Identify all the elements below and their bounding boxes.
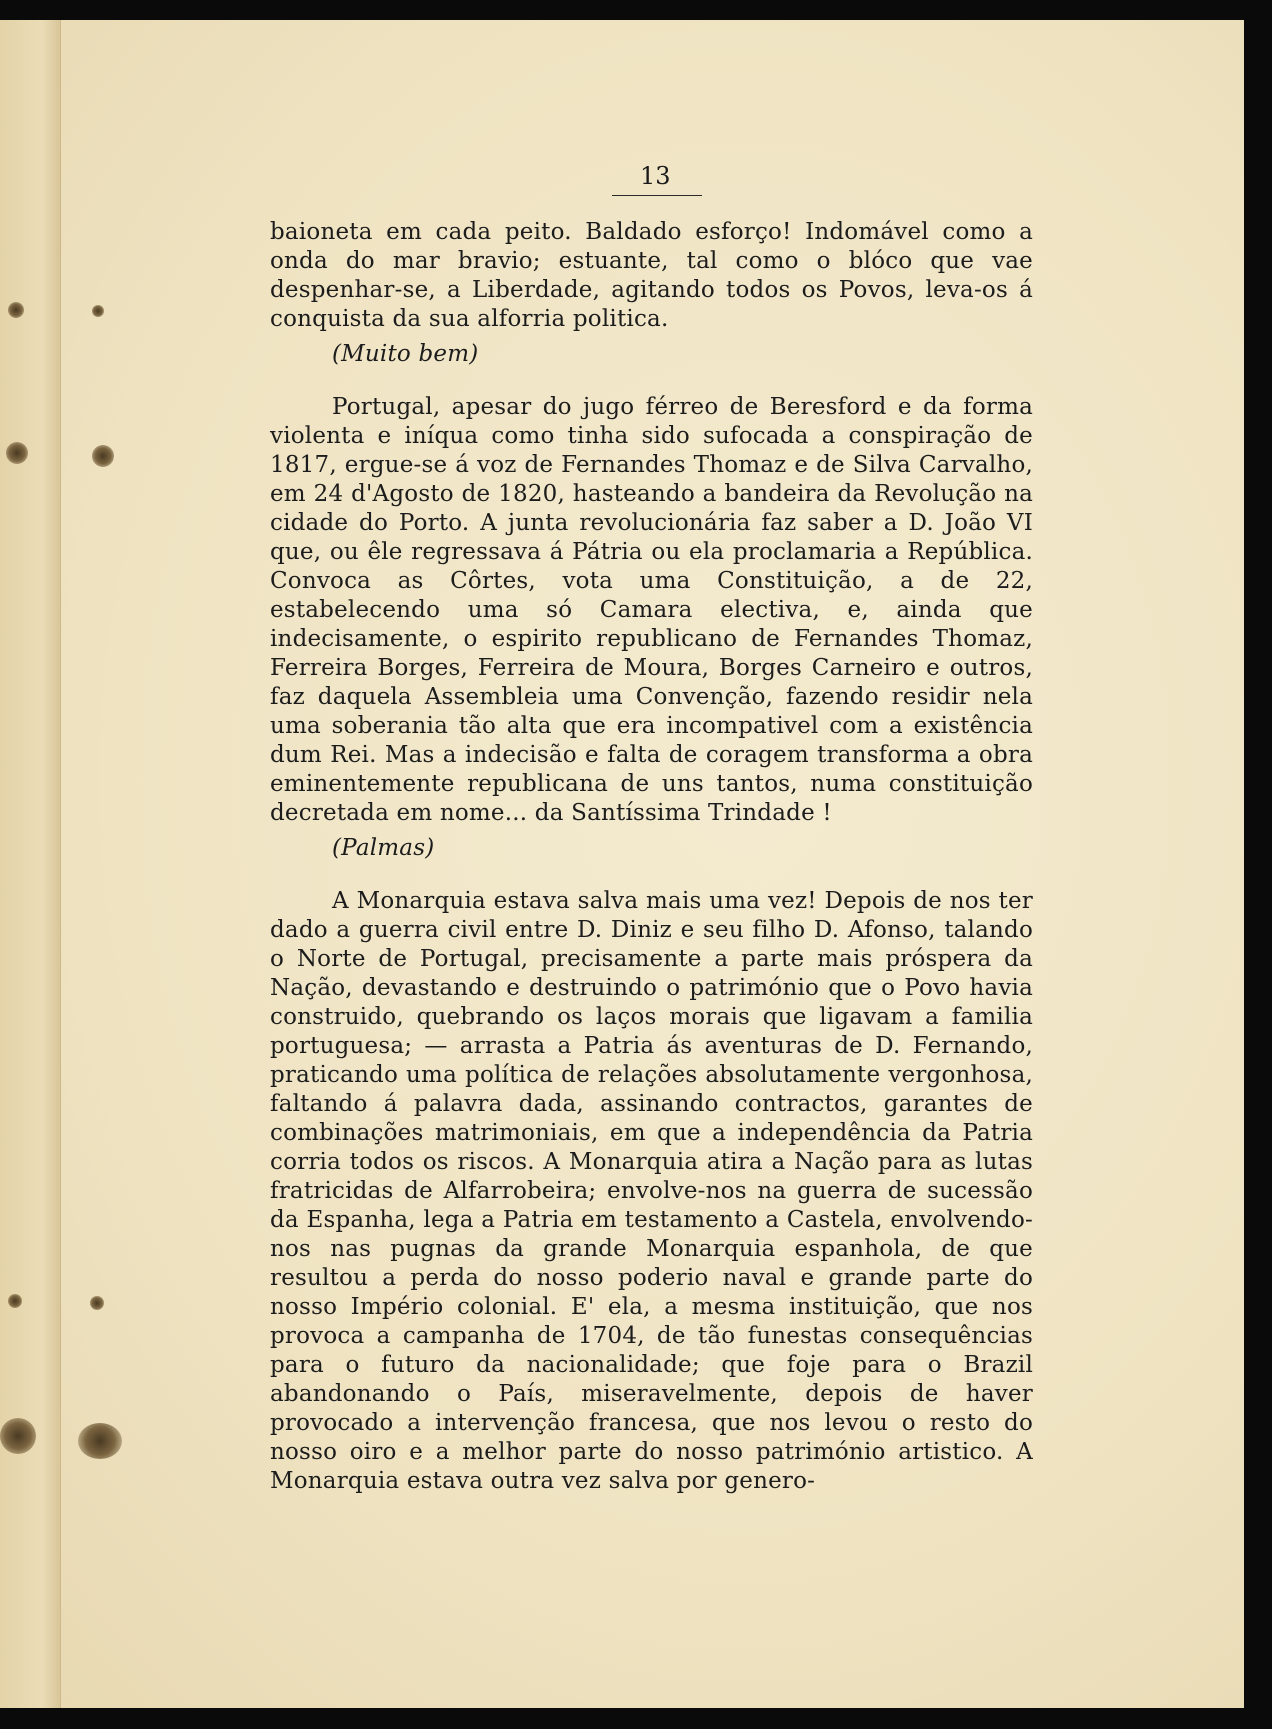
binding-hole bbox=[90, 1296, 104, 1310]
body-text bbox=[270, 218, 1033, 1496]
binding-hole bbox=[0, 1418, 36, 1454]
applause-note: (Muito bem) bbox=[332, 341, 479, 367]
binding-hole bbox=[92, 305, 104, 317]
book-page bbox=[0, 20, 1244, 1708]
page-number-rule bbox=[612, 195, 702, 196]
binding-hole bbox=[8, 302, 24, 318]
page-gutter bbox=[0, 20, 61, 1708]
binding-hole bbox=[6, 442, 28, 464]
page-number: 13 bbox=[640, 162, 671, 190]
binding-hole bbox=[8, 1294, 22, 1308]
paragraph: A Monarquia estava salva mais uma vez! Depois de nos ter dado a guerra civil entre D. Diniz e seu filho D. Afonso, talando o Norte de Portugal, precisamente a parte mais próspera da Nação, devastando e destruindo o património que o Povo havia construido, quebrando os laços morais que ligavam a familia portuguesa; — arrasta a Patria ás aventuras de D. Fernando, praticando uma política de relações absolutamente vergonhosa, faltando á palavra dada, assinando contractos, garantes de combinações matrimoniais, em que a independência da Patria corria todos os riscos. A Monarquia atira a Nação para as lutas fratricidas de Alfarrobeira; envolve-nos na guerra de sucessão da Espanha, lega a Patria em testamento a Castela, envolvendo-nos nas pugnas da grande Monarquia espanhola, de que resultou a perda do nosso poderio naval e grande parte do nosso Império colonial. E' ela, a mesma instituição, que nos provoca a campanha de 1704, de tão funestas consequências para o futuro da nacionalidade; que foje para o Brazil abandonando o País, miseravelmente, depois de haver provocado a intervenção francesa, que nos levou o resto do nosso oiro e a melhor parte do nosso património artistico. A Monarquia estava outra vez salva por genero- bbox=[270, 888, 1033, 1494]
paragraph: baioneta em cada peito. Baldado esforço! Indomável como a onda do mar bravio; estuante, tal como o blóco que vae despenhar-se, a Liberdade, agitando todos os Povos, leva-os á conquista da sua alforria politica. bbox=[270, 219, 1033, 332]
binding-hole bbox=[92, 445, 114, 467]
paragraph: Portugal, apesar do jugo férreo de Beresford e da forma violenta e iníqua como tinha sido sufocada a conspiração de 1817, ergue-se á voz de Fernandes Thomaz e de Silva Carvalho, em 24 d'Agosto de 1820, hasteando a bandeira da Revolução na cidade do Porto. A junta revolucionária faz saber a D. João VI que, ou êle regressava á Pátria ou ela proclamaria a República. Convoca as Côrtes, vota uma Constituição, a de 22, estabelecendo uma só Camara electiva, e, ainda que indecisamente, o espirito republicano de Fernandes Thomaz, Ferreira Borges, Ferreira de Moura, Borges Carneiro e outros, faz daquela Assembleia uma Convenção, fazendo residir nela uma soberania tão alta que era incompativel com a existência dum Rei. Mas a indecisão e falta de coragem transforma a obra eminentemente republicana de uns tantos, numa constituição decretada em nome... da Santíssima Trindade ! bbox=[270, 394, 1033, 826]
binding-hole bbox=[78, 1423, 122, 1459]
applause-note: (Palmas) bbox=[332, 835, 435, 861]
